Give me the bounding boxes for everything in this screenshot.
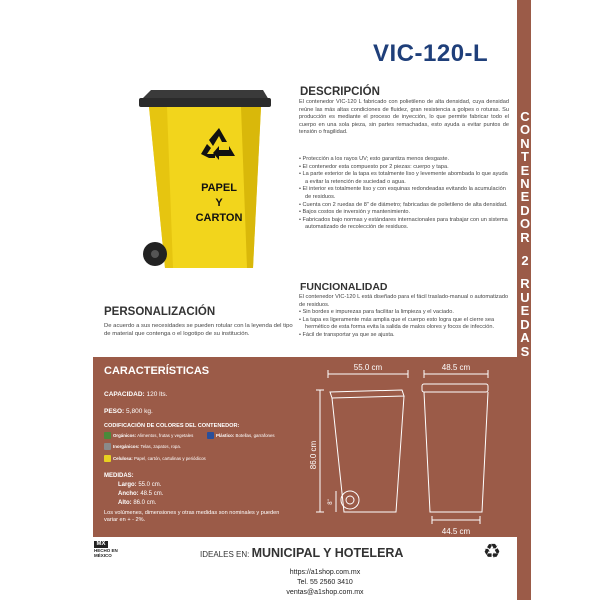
technical-drawings [300, 360, 517, 537]
color-inorganicos: Inorgánicos: Telas, zapatos, ropa. [104, 443, 181, 450]
color-organicos: Orgánicos: Alimentos, frutas y vegetales [104, 432, 193, 439]
dim-wheel: 8" [328, 499, 334, 505]
list-item: • Fácil de transportar ya que se ajusta. [299, 331, 395, 338]
sidebar-letter: E [520, 303, 530, 319]
sidebar-letter: O [519, 216, 531, 232]
sidebar-letter: E [520, 162, 530, 178]
list-item: • Sin bordes e impurezas para facilitar la limpieza y el vaciado. [299, 309, 454, 316]
peso-row: PESO: 5,800 kg. [104, 408, 153, 415]
color-plastico: Plástico: Botellas, garrafones [207, 432, 275, 439]
contact-tel: Tel. 55 2560 3410 [297, 579, 353, 586]
list-item: • Bajos costos de inversión y mantenimiento. [299, 209, 411, 216]
medidas-title: MEDIDAS: [104, 473, 134, 479]
sidebar-letter: S [520, 343, 530, 359]
sidebar-letter: R [520, 229, 530, 245]
sidebar-letter: D [520, 202, 530, 218]
bin-label-3: CARTON [195, 212, 243, 224]
dim-width-front-bottom: 44.5 cm [441, 527, 471, 536]
dim-width-front-top: 48.5 cm [441, 363, 471, 372]
contact-email[interactable]: ventas@a1shop.com.mx [286, 589, 364, 596]
model-title: VIC-120-L [373, 40, 489, 67]
funcionalidad-block [299, 294, 509, 340]
bin-label-1: PAPEL [201, 182, 237, 194]
sidebar-letter: N [520, 135, 530, 151]
medida-ancho: Ancho: 48.5 cm. [118, 491, 164, 497]
sidebar-letter: O [519, 122, 531, 138]
sidebar-letter: 2 [521, 253, 529, 269]
contact-url[interactable]: https://a1shop.com.mx [289, 569, 361, 576]
list-item: • El interior es totalmente liso y con esquinas redondeadas evitando la acumulación de residuos. [299, 186, 506, 200]
hecho-en-mexico-logo: MX HECHO EN MÉXICO [94, 541, 118, 558]
funcionalidad-body: El contenedor VIC-120 L está diseñado para el fácil traslado-manual o automatizado de residuos. [299, 294, 509, 308]
list-item: • Protección a los rayos UV; esto garantiza menos desgaste. [299, 156, 450, 162]
descripcion-body: El contenedor VIC-120 L fabricado con polietileno de alta densidad, cuya densidad reúne las más altas condiciones de fluidez, gran resistencia a golpes o roturas. Su producción es mediante el proceso de inyección, lo que permite fabricar todo el cuerpo en una sola pieza, sin partes remachadas, esto ayuda a evitar puntos de tensión o fragilidad. [299, 99, 509, 136]
dim-height: 86.0 cm [309, 440, 318, 470]
sidebar-letter: C [520, 109, 530, 124]
bin-image [137, 86, 272, 278]
swatch-icon [104, 432, 111, 439]
sidebar-letter: D [520, 316, 530, 332]
sidebar-vertical-text [510, 110, 540, 358]
descripcion-title: DESCRIPCIÓN [300, 86, 380, 98]
list-item: • La parte exterior de la tapa es totalmente liso y levemente abombada lo que ayuda a evitar la retención de suciedad o agua. [299, 171, 508, 185]
swatch-icon [104, 443, 111, 450]
sidebar-letter: E [520, 189, 530, 205]
color-celulosa: Celulosa: Papel, cartón, cartulinas y periódicos [104, 455, 206, 462]
swatch-icon [104, 455, 111, 462]
sidebar-letter: T [521, 149, 529, 165]
sidebar-letter: N [520, 176, 530, 192]
list-item: • Cuenta con 2 ruedas de 8" de diámetro; fabricadas de polietileno de alta densidad. [299, 201, 508, 208]
personalizacion-title: PERSONALIZACIÓN [104, 306, 216, 318]
sidebar-letter: R [520, 276, 530, 292]
codificacion-title: CODIFICACIÓN DE COLORES DEL CONTENEDOR: [104, 423, 240, 429]
medidas-nota: Los volúmenes, dimensiones y otras medidas son nominales y pueden variar en + - 2%. [104, 510, 280, 524]
list-item: • La tapa es ligeramente más amplia que el cuerpo esto logra que el cierre sea hermético de esta forma evita la salida de malos olores y focos de infección. [299, 316, 495, 331]
sidebar-letter: A [520, 330, 530, 346]
medida-alto: Alto: 86.0 cm. [118, 500, 157, 506]
list-item: • El contenedor esta compuesto por 2 piezas: cuerpo y tapa. [299, 163, 449, 170]
bin-label-2: Y [215, 197, 223, 209]
list-item: • Fabricados bajo normas y estándares internacionales para trabajar con un sistema automatizado de recolección de residuos. [299, 216, 508, 231]
ideales-line: IDEALES EN: MUNICIPAL Y HOTELERA [200, 546, 404, 560]
personalizacion-body: De acuerdo a sus necesidades se pueden rotular con la leyenda del tipo de material que contenga o el logotipo de su institución. [104, 323, 293, 337]
recycle-icon: ♻ [483, 541, 501, 563]
capacidad-row: CAPACIDAD: 120 lts. [104, 391, 168, 398]
caracteristicas-title: CARACTERÍSTICAS [104, 365, 210, 377]
sidebar-letter: U [520, 289, 530, 305]
funcionalidad-title: FUNCIONALIDAD [300, 281, 388, 293]
descripcion-bullets [299, 156, 509, 232]
medida-largo: Largo: 55.0 cm. [118, 482, 162, 488]
swatch-icon [207, 432, 214, 439]
dim-width-side: 55.0 cm [353, 363, 383, 372]
